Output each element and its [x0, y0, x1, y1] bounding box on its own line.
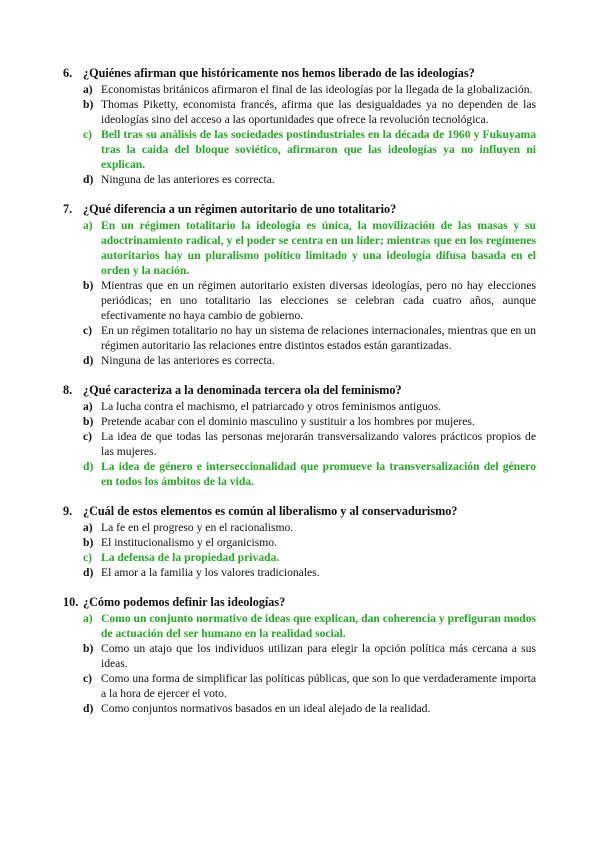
answer-option: [83, 671, 536, 701]
question-7: [63, 202, 536, 368]
question-text: ¿Cómo podemos definir las ideologías?: [83, 595, 286, 609]
option-letter: d): [83, 173, 94, 186]
option-letter: c): [83, 430, 93, 443]
option-text: Como un conjunto normativo de ideas que explican, dan coherencia y prefiguran modos de actuación del ser humano en la realidad social.: [101, 612, 536, 640]
question-title: [63, 383, 536, 398]
option-text: Pretende acabar con el dominio masculino y sustituir a los hombres por mujeres.: [101, 415, 475, 428]
option-text: La defensa de la propiedad privada.: [101, 551, 280, 564]
answer-option: [83, 520, 536, 535]
option-text: En un régimen totalitario la ideología es única, la movilización de las masas y su adoctrinamiento radical, y el poder se centra en un líder; mientras que en los regímenes autoritarios hay un pluralismo político limitado y una ideología difusa basada en el orden y la nación.: [101, 219, 536, 277]
answer-option: [83, 641, 536, 671]
question-text: ¿Qué diferencia a un régimen autoritario de uno totalitario?: [83, 202, 397, 216]
option-letter: d): [83, 566, 94, 579]
option-letter: b): [83, 536, 94, 549]
option-letter: b): [83, 642, 94, 655]
answer-option: [83, 701, 536, 716]
answer-option: [83, 82, 536, 97]
question-text: ¿Qué caracteriza a la denominada tercera ola del feminismo?: [83, 383, 402, 397]
question-text: ¿Cuál de estos elementos es común al liberalismo y al conservadurismo?: [83, 504, 458, 518]
option-text: Como una forma de simplificar las políticas públicas, que son lo que verdaderamente importa a la hora de ejercer el voto.: [101, 672, 536, 700]
option-text: Como conjuntos normativos basados en un ideal alejado de la realidad.: [101, 702, 431, 715]
option-text: El institucionalismo y el organicismo.: [101, 536, 277, 549]
option-text: La lucha contra el machismo, el patriarcado y otros feminismos antiguos.: [101, 400, 441, 413]
answer-option: [83, 429, 536, 459]
answer-option-correct: [83, 127, 536, 172]
answer-option: [83, 565, 536, 580]
option-letter: c): [83, 324, 93, 337]
question-9: [63, 504, 536, 580]
answer-option-correct: [83, 611, 536, 641]
option-letter: d): [83, 702, 94, 715]
answer-option: [83, 97, 536, 127]
answer-option: [83, 172, 536, 187]
option-text: En un régimen totalitario no hay un sistema de relaciones internacionales, mientras que en un régimen autoritario las relaciones entre distintos estados están garantizadas.: [101, 324, 536, 352]
option-letter: c): [83, 128, 93, 141]
answer-option: [83, 353, 536, 368]
answer-option-correct: [83, 218, 536, 278]
option-text: Como un atajo que los individuos utilizan para elegir la opción política más cercana a sus ideas.: [101, 642, 536, 670]
question-title: [63, 504, 536, 519]
option-text: La idea de género e interseccionalidad que promueve la transversalización del género en todos los ámbitos de la vida.: [101, 460, 536, 488]
answer-option: [83, 414, 536, 429]
question-number: 8.: [63, 383, 73, 397]
option-text: La idea de que todas las personas mejorarán transversalizando valores prácticos propios de las mujeres.: [101, 430, 536, 458]
option-letter: b): [83, 98, 94, 111]
option-text: El amor a la familia y los valores tradicionales.: [101, 566, 320, 579]
question-title: [63, 595, 536, 610]
option-letter: a): [83, 83, 93, 96]
option-letter: c): [83, 551, 93, 564]
option-letter: b): [83, 415, 94, 428]
option-letter: d): [83, 460, 94, 473]
option-text: Bell tras su análisis de las sociedades postindustriales en la década de 1960 y Fukuyama tras la caída del bloque soviético, afirmaron que las ideologías ya no influyen ni explican.: [101, 128, 536, 171]
question-title: [63, 66, 536, 81]
answer-option-correct: [83, 550, 536, 565]
option-text: Ninguna de las anteriores es correcta.: [101, 173, 275, 186]
question-number: 10.: [63, 595, 79, 609]
answer-option: [83, 399, 536, 414]
option-letter: d): [83, 354, 94, 367]
answer-option: [83, 535, 536, 550]
option-text: Thomas Piketty, economista francés, afirma que las desigualdades ya no dependen de las ideologías sino del acceso a las oportunidades que ofrece la revolución tecnológica.: [101, 98, 536, 126]
answer-option-correct: [83, 459, 536, 489]
question-number: 9.: [63, 504, 73, 518]
option-text: La fe en el progreso y en el racionalismo.: [101, 521, 294, 534]
answer-option: [83, 278, 536, 323]
question-text: ¿Quiénes afirman que históricamente nos hemos liberado de las ideologías?: [83, 66, 475, 80]
question-8: [63, 383, 536, 489]
answer-option: [83, 323, 536, 353]
question-number: 7.: [63, 202, 73, 216]
question-list: [63, 66, 536, 731]
option-text: Economistas británicos afirmaron el final de las ideologías por la llegada de la globalización.: [101, 83, 533, 96]
option-text: Ninguna de las anteriores es correcta.: [101, 354, 275, 367]
option-letter: a): [83, 219, 93, 232]
option-letter: a): [83, 521, 93, 534]
question-10: [63, 595, 536, 716]
option-letter: b): [83, 279, 94, 292]
question-number: 6.: [63, 66, 73, 80]
option-letter: a): [83, 400, 93, 413]
option-letter: c): [83, 672, 93, 685]
option-text: Mientras que en un régimen autoritario existen diversas ideologías, pero no hay elecciones periódicas; en uno totalitario las elecciones se celebran cada cuatro años, aunque efectivamente no haya cambio de gobierno.: [101, 279, 536, 322]
option-letter: a): [83, 612, 93, 625]
question-title: [63, 202, 536, 217]
question-6: [63, 66, 536, 187]
